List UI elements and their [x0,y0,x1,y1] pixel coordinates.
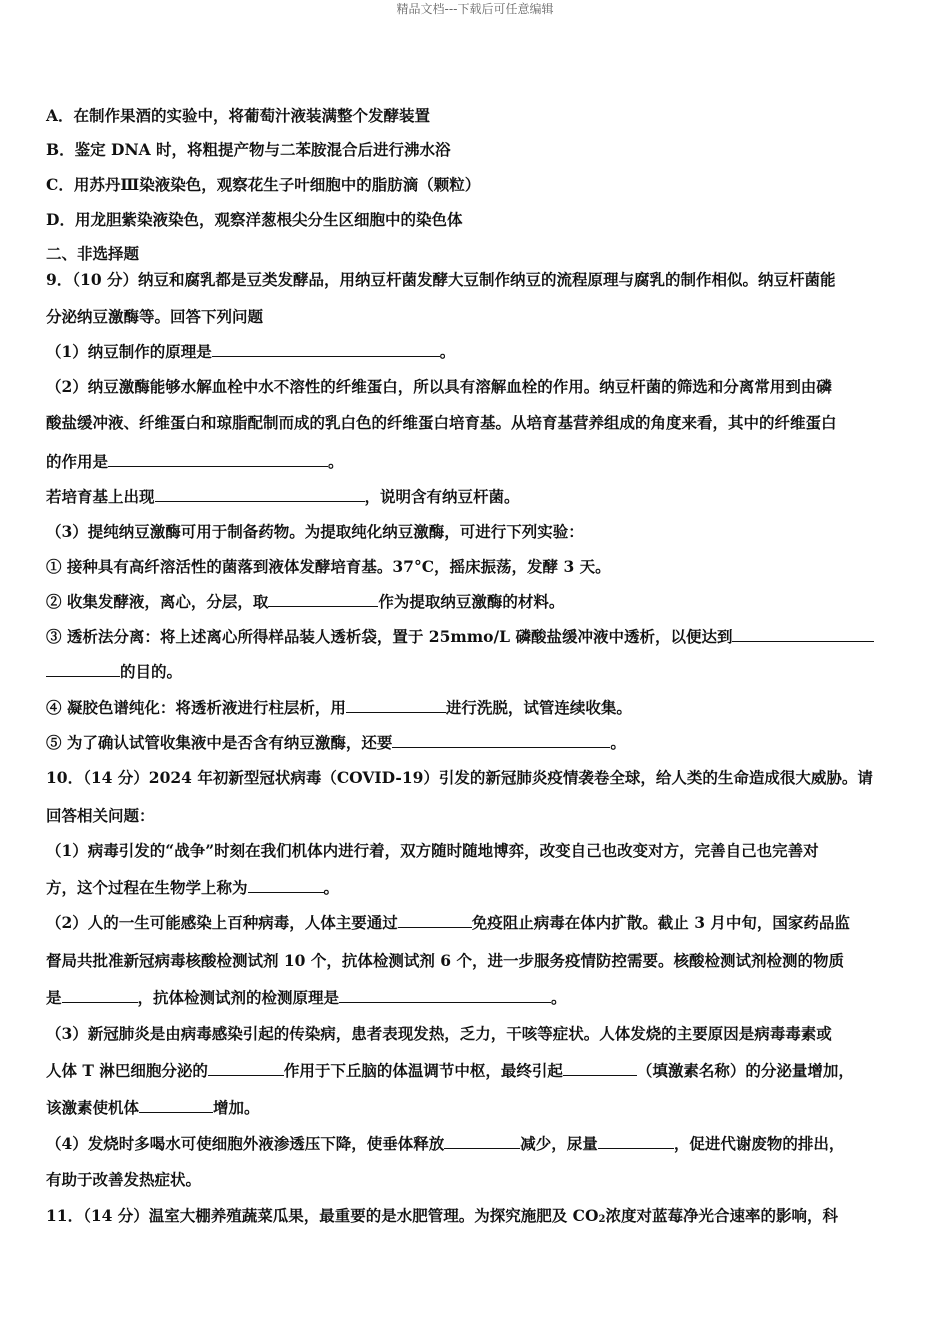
q9-line-2: 分泌纳豆激酶等。回答下列问题 [46,307,264,326]
q9-step-3-line-2: 的目的。 [46,660,182,683]
q10-part4-line-2: 有助于改善发热症状。 [46,1170,202,1189]
q10-line-1: 10．（14 分）2024 年初新型冠状病毒（COVID-19）引发的新冠肺炎疫情袭卷全球，给人类的生命造成很大威胁。请 [46,768,873,787]
q9-step-2: ② 收集发酵液，离心，分层，取 作为提取纳豆激酶的材料。 [46,592,565,611]
q9-step-3-line-1: ③ 透析法分离：将上述离心所得样品装人透析袋，置于 25mmo/L 磷酸盐缓冲液中透析，以便达到 [46,625,874,648]
q10-part1-line-1: （1）病毒引发的“战争”时刻在我们机体内进行着，双方随时随地博弈，改变自己也改变对方，完善自己也完善对 [46,841,819,860]
q9-line-1: 9．（10 分）纳豆和腐乳都是豆类发酵品，用纳豆杆菌发酵大豆制作纳豆的流程原理与腐乳的制作相似。纳豆杆菌能 [46,270,836,289]
page-header: 精品文档---下载后可任意编辑 [396,2,554,16]
answer-blank [346,696,446,713]
answer-blank [398,911,472,928]
answer-blank [212,340,440,357]
q10-part2-line-3: 是 ，抗体检测试剂的检测原理是 。 [46,988,567,1007]
answer-blank [155,485,365,502]
answer-blank [732,625,874,642]
q10-part3-line-1: （3）新冠肺炎是由病毒感染引起的传染病，患者表现发热，乏力，干咳等症状。人体发烧的主要原因是病毒毒素或 [46,1024,832,1043]
q9-part3: （3）提纯纳豆激酶可用于制备药物。为提取纯化纳豆激酶，可进行下列实验： [46,522,584,541]
q10-part1-line-2: 方，这个过程在生物学上称为 。 [46,878,340,897]
q9-part2-line-1: （2）纳豆激酶能够水解血栓中水不溶性的纤维蛋白，所以具有溶解血栓的作用。纳豆杆菌的筛选和分离常用到由磷 [46,377,832,396]
answer-blank [563,1059,637,1076]
q9-part2-line-2: 酸盐缓冲液、纤维蛋白和琼脂配制而成的乳白色的纤维蛋白培育基。从培育基营养组成的角度来看，其中的纤维蛋白 [46,413,837,432]
q10-part3-line-2: 人体 T 淋巴细胞分泌的 作用于下丘脑的体温调节中枢，最终引起 （填激素名称）的分泌量增加， [46,1061,854,1080]
q10-part2-line-1: （2）人的一生可能感染上百种病毒，人体主要通过 免疫阻止病毒在体内扩散。截止 3 月中旬，国家药品监 [46,913,850,932]
answer-blank [268,590,378,607]
q10-part2-line-2: 督局共批准新冠病毒核酸检测试剂 10 个，抗体检测试剂 6 个，进一步服务疫情防控需要。核酸检测试剂检测的物质 [46,951,844,970]
answer-blank [46,660,120,677]
q9-part2-line-4: 若培育基上出现 ，说明含有纳豆杆菌。 [46,487,520,506]
q11-line-1: 11．（14 分）温室大棚养殖蔬菜瓜果，最重要的是水肥管理。为探究施肥及 CO2浓度对蓝莓净光合速率的影响，科 [46,1206,839,1225]
q10-part3-line-3: 该激素使机体 增加。 [46,1098,260,1117]
answer-blank [62,986,138,1003]
q9-step-5: ⑤ 为了确认试管收集液中是否含有纳豆激酶，还要 。 [46,733,626,752]
option-b: B．鉴定 DNA 时，将粗提产物与二苯胺混合后进行沸水浴 [46,140,451,159]
q10-part4-line-1: （4）发烧时多喝水可使细胞外液渗透压下降，使垂体释放 减少，尿量 ，促进代谢废物的排出， [46,1134,845,1153]
option-c: C．用苏丹Ⅲ染液染色，观察花生子叶细胞中的脂肪滴（颗粒） [46,175,481,194]
section-heading: 二、非选择题 [46,244,140,263]
answer-blank [108,450,328,467]
answer-blank [444,1132,520,1149]
answer-blank [208,1059,284,1076]
answer-blank [248,876,324,893]
q9-part2-line-3: 的作用是 。 [46,452,344,471]
answer-blank [339,986,551,1003]
q9-part1: （1）纳豆制作的原理是 。 [46,342,456,361]
q10-line-2: 回答相关问题： [46,806,155,825]
q9-step-4: ④ 凝胶色谱纯化：将透析液进行柱层析，用 进行洗脱，试管连续收集。 [46,698,632,717]
q9-step-1: ① 接种具有高纤溶活性的菌落到液体发酵培育基。37°C，摇床振荡，发酵 3 天。 [46,557,611,576]
option-d: D．用龙胆紫染液染色，观察洋葱根尖分生区细胞中的染色体 [46,210,463,229]
answer-blank [598,1132,674,1149]
answer-blank [139,1096,213,1113]
option-a: A．在制作果酒的实验中，将葡萄汁液装满整个发酵装置 [46,106,431,125]
answer-blank [392,731,610,748]
